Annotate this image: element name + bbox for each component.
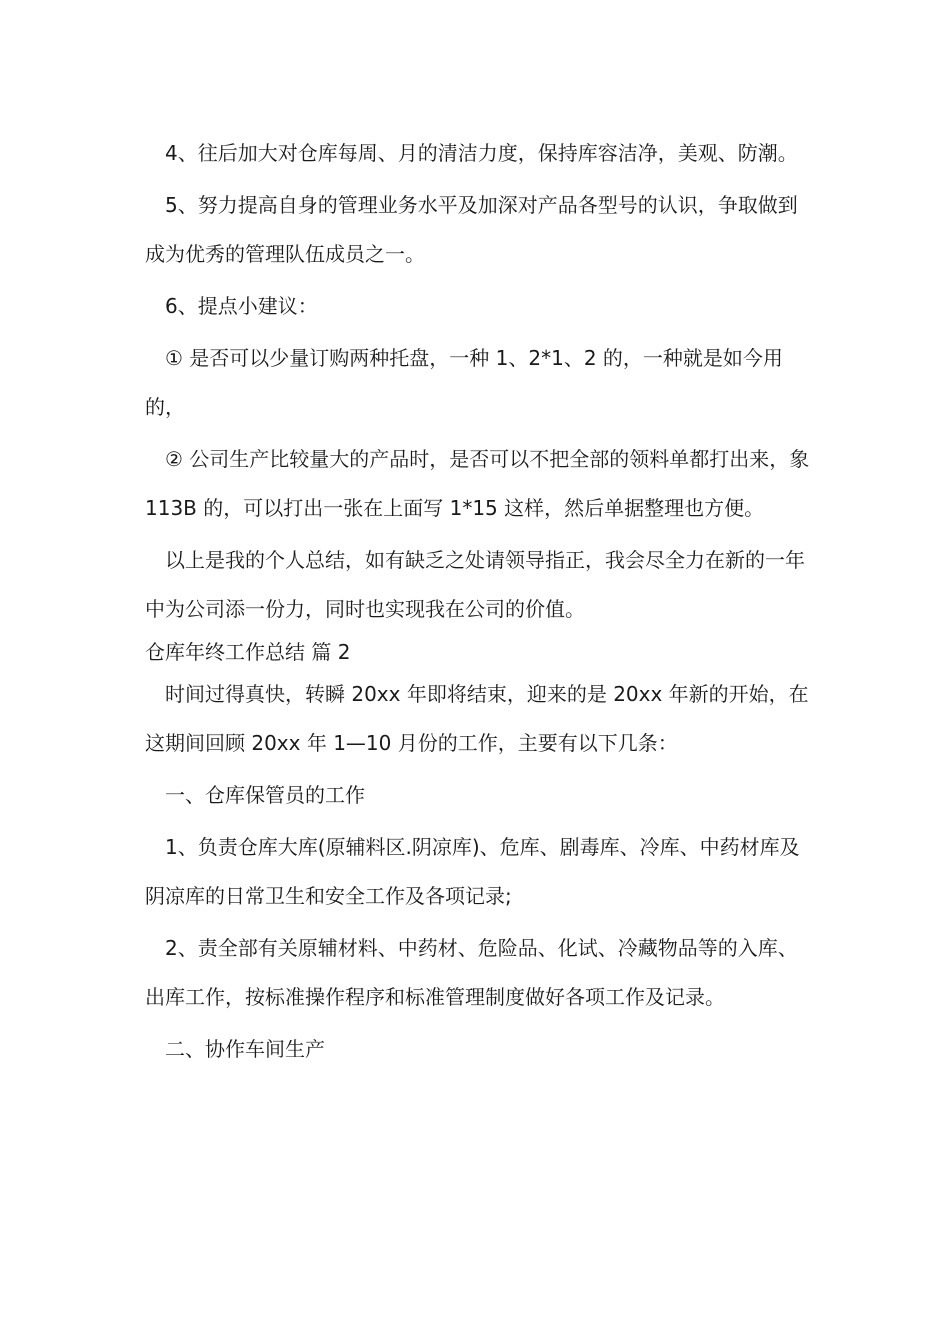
paragraph: 二、协作车间生产 (165, 1037, 325, 1061)
paragraph: ② 公司生产比较量大的产品时，是否可以不把全部的领料单都打出来，象 113B 的，可以打出一张在上面写 1*15 这样，然后单据整理也方便。 (145, 447, 810, 520)
document-body (145, 129, 810, 1074)
paragraph: 2、责全部有关原辅材料、中药材、危险品、化试、冷藏物品等的入库、出库工作，按标准操作程序和标准管理制度做好各项工作及记录。 (145, 936, 798, 1009)
section-title: 仓库年终工作总结 篇 2 (145, 640, 351, 664)
paragraph: 以上是我的个人总结，如有缺乏之处请领导指正，我会尽全力在新的一年中为公司添一份力，同时也实现我在公司的价值。 (145, 548, 805, 621)
paragraph: 5、努力提高自身的管理业务水平及加深对产品各型号的认识，争取做到成为优秀的管理队伍成员之一。 (145, 193, 798, 266)
paragraph: 1、负责仓库大库(原辅料区.阴凉库)、危库、剧毒库、冷库、中药材库及阴凉库的日常卫生和安全工作及各项记录; (145, 835, 800, 908)
paragraph: 4、往后加大对仓库每周、月的清洁力度，保持库容洁净，美观、防潮。 (165, 141, 798, 165)
paragraph: 6、提点小建议： (165, 294, 318, 318)
paragraph: 时间过得真快，转瞬 20xx 年即将结束，迎来的是 20xx 年新的开始，在这期间回顾 20xx 年 1—10 月份的工作，主要有以下几条： (145, 682, 809, 755)
paragraph: 一、仓库保管员的工作 (165, 783, 365, 807)
paragraph: ① 是否可以少量订购两种托盘，一种 1、2*1、2 的，一种就是如今用的， (145, 346, 783, 419)
